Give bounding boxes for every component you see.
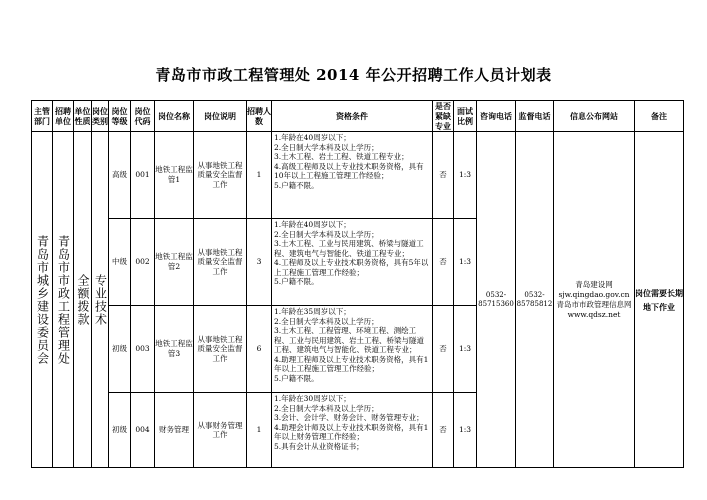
count-cell: 1 xyxy=(247,393,272,468)
header-nature: 单位性质 xyxy=(74,101,92,132)
level-cell: 初级 xyxy=(109,393,131,468)
remark-cell: 岗位需要长期地下作业 xyxy=(635,132,684,468)
ratio-cell: 1:3 xyxy=(454,219,477,306)
department-cell: 青岛市城乡建设委员会 xyxy=(32,132,53,468)
header-conditions: 资格条件 xyxy=(272,101,433,132)
unit-cell: 青岛市市政工程管理处 xyxy=(53,132,74,468)
duty-cell: 从事财务管理工作 xyxy=(194,393,247,468)
ratio-cell: 1:3 xyxy=(454,306,477,393)
conditions-cell: 1.年龄在40周岁以下； 2.全日制大学本科及以上学历； 3.土木工程、工业与民用建筑、桥梁与隧道工程、建筑电气与智能化、铁道工程专业； 4.工程师及以上专业技术职务资格，具有5年以上工程施工管理工作经验； 5.户籍不限。 xyxy=(272,219,433,306)
name-cell: 地铁工程监管2 xyxy=(155,219,194,306)
header-remark: 备注 xyxy=(635,101,684,132)
name-cell: 地铁工程监管1 xyxy=(155,132,194,219)
code-cell: 001 xyxy=(131,132,155,219)
header-duty: 岗位说明 xyxy=(194,101,247,132)
code-cell: 003 xyxy=(131,306,155,393)
level-cell: 高级 xyxy=(109,132,131,219)
count-cell: 3 xyxy=(247,219,272,306)
name-cell: 财务管理 xyxy=(155,393,194,468)
count-cell: 1 xyxy=(247,132,272,219)
header-shortage: 是否紧缺专业 xyxy=(433,101,454,132)
header-department: 主管部门 xyxy=(32,101,53,132)
header-code: 岗位代码 xyxy=(131,101,155,132)
website-url-2[interactable]: www.qdsz.net xyxy=(567,309,621,319)
website-name-1: 青岛建设网 xyxy=(575,279,613,289)
header-count: 招聘人数 xyxy=(247,101,272,132)
header-row xyxy=(32,101,684,132)
duty-cell: 从事地铁工程质量安全监督工作 xyxy=(194,219,247,306)
count-cell: 6 xyxy=(247,306,272,393)
code-cell: 004 xyxy=(131,393,155,468)
shortage-cell: 否 xyxy=(433,306,454,393)
code-cell: 002 xyxy=(131,219,155,306)
ratio-cell: 1:3 xyxy=(454,132,477,219)
website-cell xyxy=(554,132,635,468)
header-consult-phone: 咨询电话 xyxy=(477,101,516,132)
page-title: 青岛市市政工程管理处 2014 年公开招聘工作人员计划表 xyxy=(155,66,552,84)
recruitment-table xyxy=(31,100,684,468)
website-name-2: 青岛市市政管理信息网 xyxy=(556,299,632,309)
header-category: 岗位类别 xyxy=(92,101,109,132)
shortage-cell: 否 xyxy=(433,393,454,468)
duty-cell: 从事地铁工程质量安全监督工作 xyxy=(194,132,247,219)
header-ratio: 面试比例 xyxy=(454,101,477,132)
header-website: 信息公布网站 xyxy=(554,101,635,132)
header-level: 岗位等级 xyxy=(109,101,131,132)
level-cell: 初级 xyxy=(109,306,131,393)
consult-phone-cell: 0532-85715360 xyxy=(477,132,516,468)
shortage-cell: 否 xyxy=(433,132,454,219)
table-row xyxy=(32,132,684,219)
shortage-cell: 否 xyxy=(433,219,454,306)
category-cell: 专业技术 xyxy=(92,132,109,468)
ratio-cell: 1:3 xyxy=(454,393,477,468)
nature-cell: 全额拨款 xyxy=(74,132,92,468)
conditions-cell: 1.年龄在40周岁以下； 2.全日制大学本科及以上学历； 3.土木工程、岩土工程、铁道工程专业； 4.高级工程师及以上专业技术职务资格，具有10年以上工程施工管理工作经验； 5.户籍不限。 xyxy=(272,132,433,219)
conditions-cell: 1.年龄在35周岁以下； 2.全日制大学本科及以上学历； 3.土木工程、工程管理、环境工程、测绘工程、工业与民用建筑、岩土工程、桥梁与隧道工程、建筑电气与智能化、铁道工程专业； 4.助理工程师及以上专业技术职务资格，具有1年以上工程施工管理工作经验； 5.户籍不限。 xyxy=(272,306,433,393)
header-supervise-phone: 监督电话 xyxy=(516,101,554,132)
header-unit: 招聘单位 xyxy=(53,101,74,132)
header-name: 岗位名称 xyxy=(155,101,194,132)
conditions-cell: 1.年龄在30周岁以下； 2.全日制大学本科及以上学历； 3.会计、会计学、财务会计、财务管理专业； 4.助理会计师及以上专业技术职务资格，具有1年以上财务管理工作经验； 5.具有会计从业资格证书； xyxy=(272,393,433,468)
duty-cell: 从事地铁工程质量安全监督工作 xyxy=(194,306,247,393)
level-cell: 中级 xyxy=(109,219,131,306)
supervise-phone-cell: 0532-85785812 xyxy=(516,132,554,468)
website-url-1[interactable]: sjw.qingdao.gov.cn xyxy=(558,289,630,299)
name-cell: 地铁工程监管3 xyxy=(155,306,194,393)
